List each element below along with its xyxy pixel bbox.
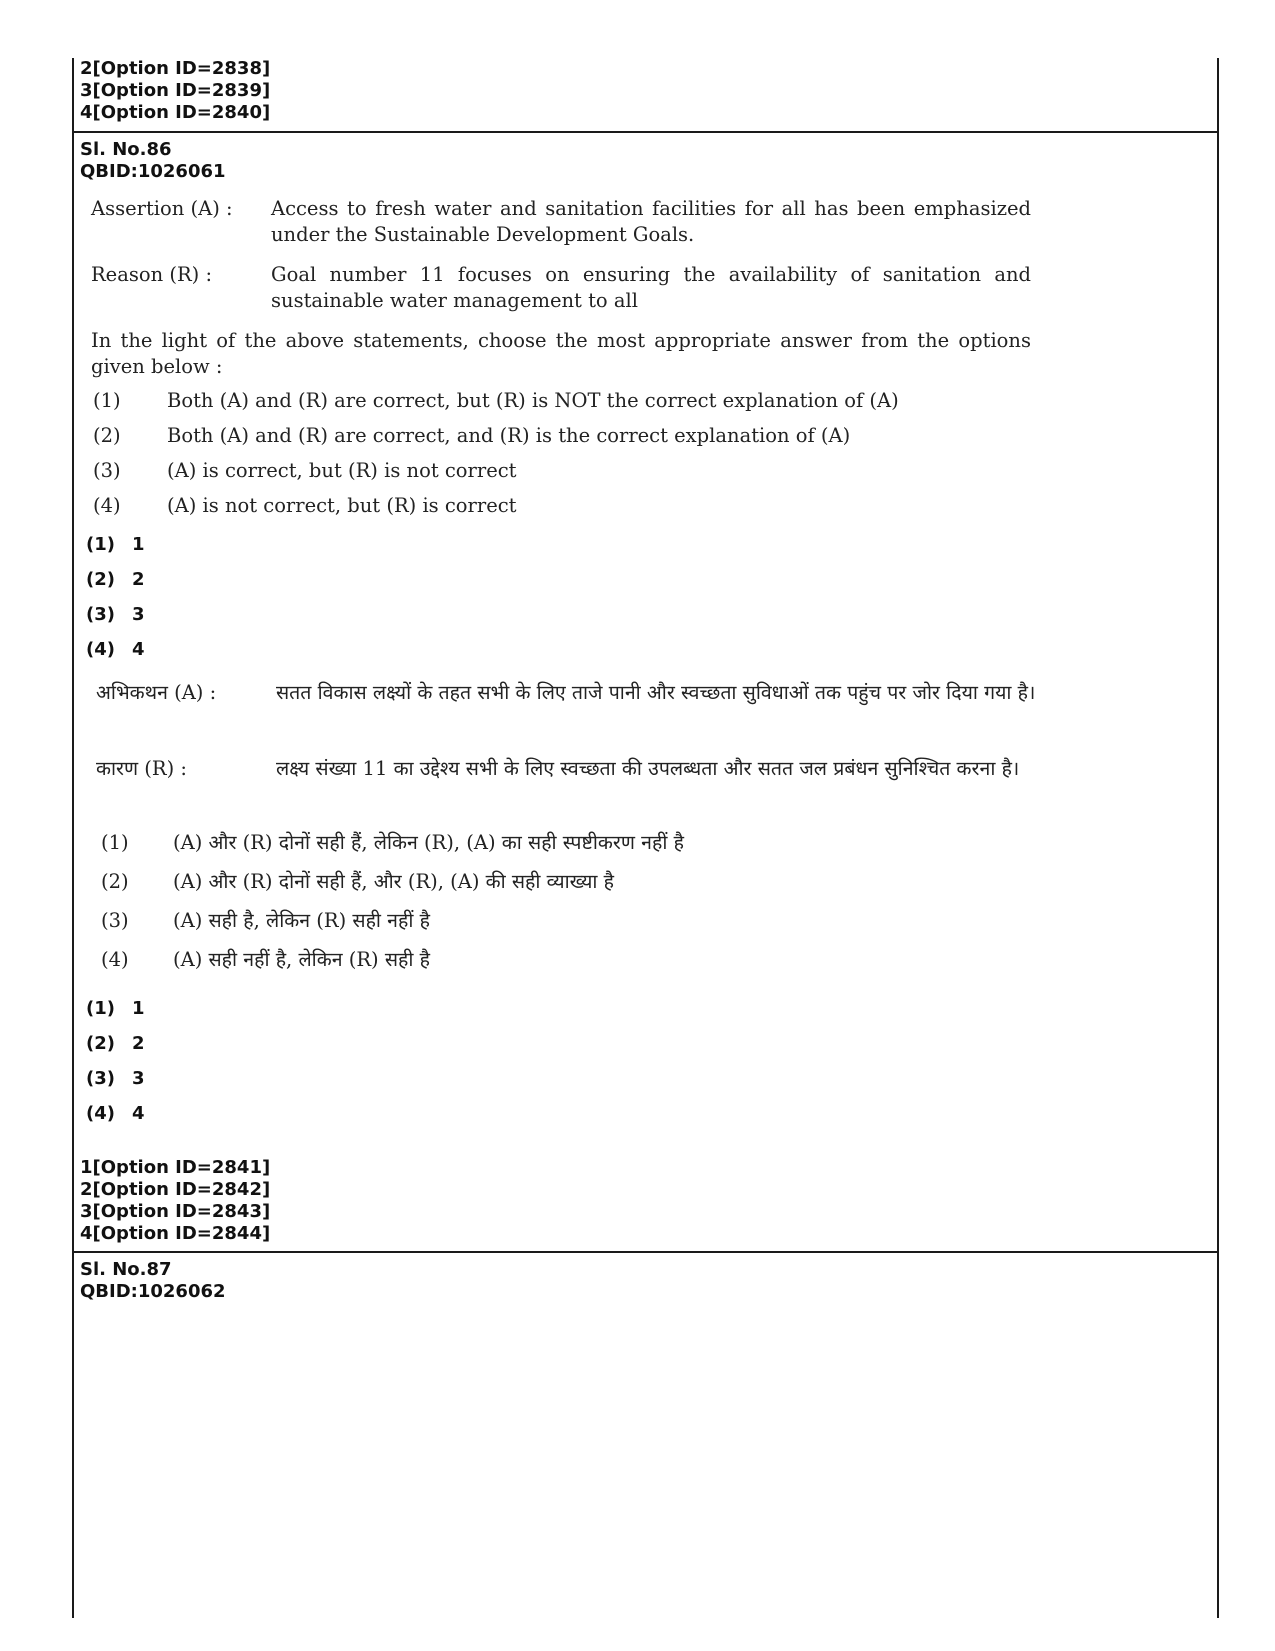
- choice-value: 1: [132, 534, 145, 555]
- choice-number: (1): [86, 998, 115, 1019]
- option-text: Both (A) and (R) are correct, and (R) is the correct explanation of (A): [167, 424, 851, 447]
- assertion-hi: [96, 680, 1046, 706]
- option-text: (A) is correct, but (R) is not correct: [167, 459, 517, 482]
- option-number: (4): [93, 494, 121, 517]
- assertion-text: Access to fresh water and sanitation facilities for all has been emphasized under the Sustainable Development Goals.: [271, 197, 1031, 246]
- reason-text: लक्ष्य संख्या 11 का उद्देश्य सभी के लिए स्वच्छता की उपलब्धता और सतत जल प्रबंधन सुनिश्चित करना है।: [276, 757, 1020, 780]
- choice-value: 4: [132, 1103, 145, 1124]
- assertion-label: अभिकथन (A) :: [96, 681, 217, 704]
- option-id-line: 3[Option ID=2843]: [80, 1201, 271, 1222]
- option-text: Both (A) and (R) are correct, but (R) is NOT the correct explanation of (A): [167, 389, 899, 412]
- answer-choice[interactable]: [86, 569, 145, 590]
- reason-en: [91, 262, 1031, 314]
- instruction-text: In the light of the above statements, choose the most appropriate answer from the options given below :: [91, 329, 1031, 378]
- option-text: (A) और (R) दोनों सही हैं, लेकिन (R), (A) का सही स्पष्टीकरण नहीं है: [173, 831, 684, 854]
- section-divider: [72, 131, 1219, 133]
- reason-text: Goal number 11 focuses on ensuring the availability of sanitation and sustainable water management to all: [271, 263, 1031, 312]
- statement-option-en: [93, 493, 517, 519]
- statement-option-hi: [101, 830, 684, 856]
- option-id-line: 4[Option ID=2844]: [80, 1223, 271, 1244]
- choice-value: 1: [132, 998, 145, 1019]
- answer-choice[interactable]: [86, 1033, 145, 1054]
- statement-option-en: [93, 458, 517, 484]
- right-border: [1217, 58, 1219, 1618]
- reason-hi: [96, 756, 1046, 782]
- assertion-en: [91, 196, 1031, 248]
- option-id-line: 2[Option ID=2842]: [80, 1179, 271, 1200]
- choice-value: 3: [132, 1068, 145, 1089]
- statement-option-hi: [101, 908, 430, 934]
- q87-header: [80, 1259, 226, 1303]
- answer-choice[interactable]: [86, 639, 145, 660]
- choice-number: (2): [86, 1033, 115, 1054]
- option-number: (1): [101, 831, 129, 854]
- assertion-label: Assertion (A) :: [91, 197, 233, 220]
- option-number: (2): [101, 870, 129, 893]
- choice-value: 2: [132, 1033, 145, 1054]
- serial-number: Sl. No.86: [80, 139, 172, 160]
- option-number: (3): [93, 459, 121, 482]
- choice-number: (2): [86, 569, 115, 590]
- option-text: (A) और (R) दोनों सही हैं, और (R), (A) की सही व्याख्या है: [173, 870, 615, 893]
- assertion-text: सतत विकास लक्ष्यों के तहत सभी के लिए ताजे पानी और स्वच्छता सुविधाओं तक पहुंच पर जोर दिया गया है।: [276, 681, 1036, 704]
- answer-choice[interactable]: [86, 998, 145, 1019]
- choice-number: (4): [86, 1103, 115, 1124]
- reason-label: कारण (R) :: [96, 757, 187, 780]
- option-text: (A) सही है, लेकिन (R) सही नहीं है: [173, 909, 430, 932]
- answer-choice[interactable]: [86, 604, 145, 625]
- left-border: [72, 58, 74, 1618]
- choice-value: 3: [132, 604, 145, 625]
- choice-value: 4: [132, 639, 145, 660]
- option-id-line: 2[Option ID=2838]: [80, 58, 271, 79]
- reason-label: Reason (R) :: [91, 263, 213, 286]
- option-id-line: 3[Option ID=2839]: [80, 80, 271, 101]
- choice-number: (3): [86, 1068, 115, 1089]
- option-number: (4): [101, 948, 129, 971]
- qbid: QBID:1026062: [80, 1281, 226, 1302]
- answer-choice[interactable]: [86, 534, 145, 555]
- choice-number: (1): [86, 534, 115, 555]
- choice-number: (4): [86, 639, 115, 660]
- q86-option-ids: [80, 1157, 270, 1245]
- answer-choice[interactable]: [86, 1103, 145, 1124]
- option-number: (3): [101, 909, 129, 932]
- answer-choice[interactable]: [86, 1068, 145, 1089]
- choice-value: 2: [132, 569, 145, 590]
- statement-option-hi: [101, 947, 430, 973]
- qbid: QBID:1026061: [80, 161, 226, 182]
- statement-option-en: [93, 423, 850, 449]
- section-divider: [72, 1251, 1219, 1253]
- serial-number: Sl. No.87: [80, 1259, 172, 1280]
- previous-option-ids: [80, 58, 270, 124]
- option-id-line: 1[Option ID=2841]: [80, 1157, 271, 1178]
- option-number: (2): [93, 424, 121, 447]
- statement-option-en: [93, 388, 899, 414]
- choice-number: (3): [86, 604, 115, 625]
- option-text: (A) सही नहीं है, लेकिन (R) सही है: [173, 948, 430, 971]
- statement-option-hi: [101, 869, 614, 895]
- option-number: (1): [93, 389, 121, 412]
- q86-header: [80, 139, 226, 183]
- option-id-line: 4[Option ID=2840]: [80, 102, 271, 123]
- option-text: (A) is not correct, but (R) is correct: [167, 494, 517, 517]
